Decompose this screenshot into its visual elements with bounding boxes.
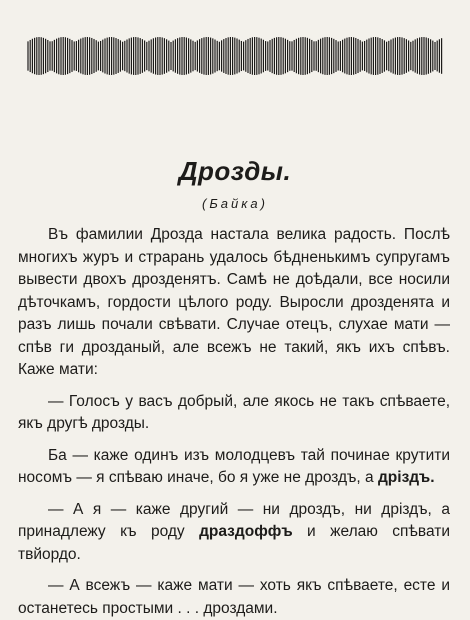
bold-word: дріздъ. <box>377 469 435 486</box>
paragraph-text: — Голосъ у васъ добрый, але якось не такъ спѣваете, якъ другѣ дрозды. <box>18 392 450 432</box>
paragraph-text: и желаю спѣвати твйордо. <box>18 523 450 563</box>
paragraph <box>18 445 450 490</box>
page-subtitle: (Байка) <box>202 196 268 211</box>
paragraph-text: — А всежъ — каже мати — хоть якъ спѣваете, есте и останетесь простыми . . . дроздами. <box>18 577 450 617</box>
paragraph-text: Въ фамилии Дрозда настала велика радость. Послѣ многихъ журъ и страрань удалось бѣдненькимъ супругамъ вывести двохъ дрозденятъ. Самѣ не доѣдали, все носили дѣточкамъ, гордости цѣлого роду. Выросли дрозденята и разъ лишь почали свѣвати. Случае отецъ, слухае мати — спѣв ги дрозданый, але всежъ не такий, якъ ихъ спѣвъ. Каже мати: <box>18 226 450 378</box>
paragraph <box>18 224 450 382</box>
paragraph-text: — А я — каже другий — ни дроздъ, ни дріздъ, а принадлежу къ роду <box>18 500 450 540</box>
paragraph <box>18 391 450 436</box>
paragraph <box>18 499 450 567</box>
wave-border-ornament <box>27 36 443 76</box>
page-title: Дрозды. <box>178 156 292 186</box>
paragraph-text: Ба — каже одинъ изъ молодцевъ тай починае крутити носомъ — я спѣваю иначе, бо я уже не дроздъ, а <box>18 446 450 486</box>
bold-word: драздоффъ <box>199 523 293 540</box>
story-body <box>18 224 450 620</box>
paragraph <box>18 575 450 620</box>
